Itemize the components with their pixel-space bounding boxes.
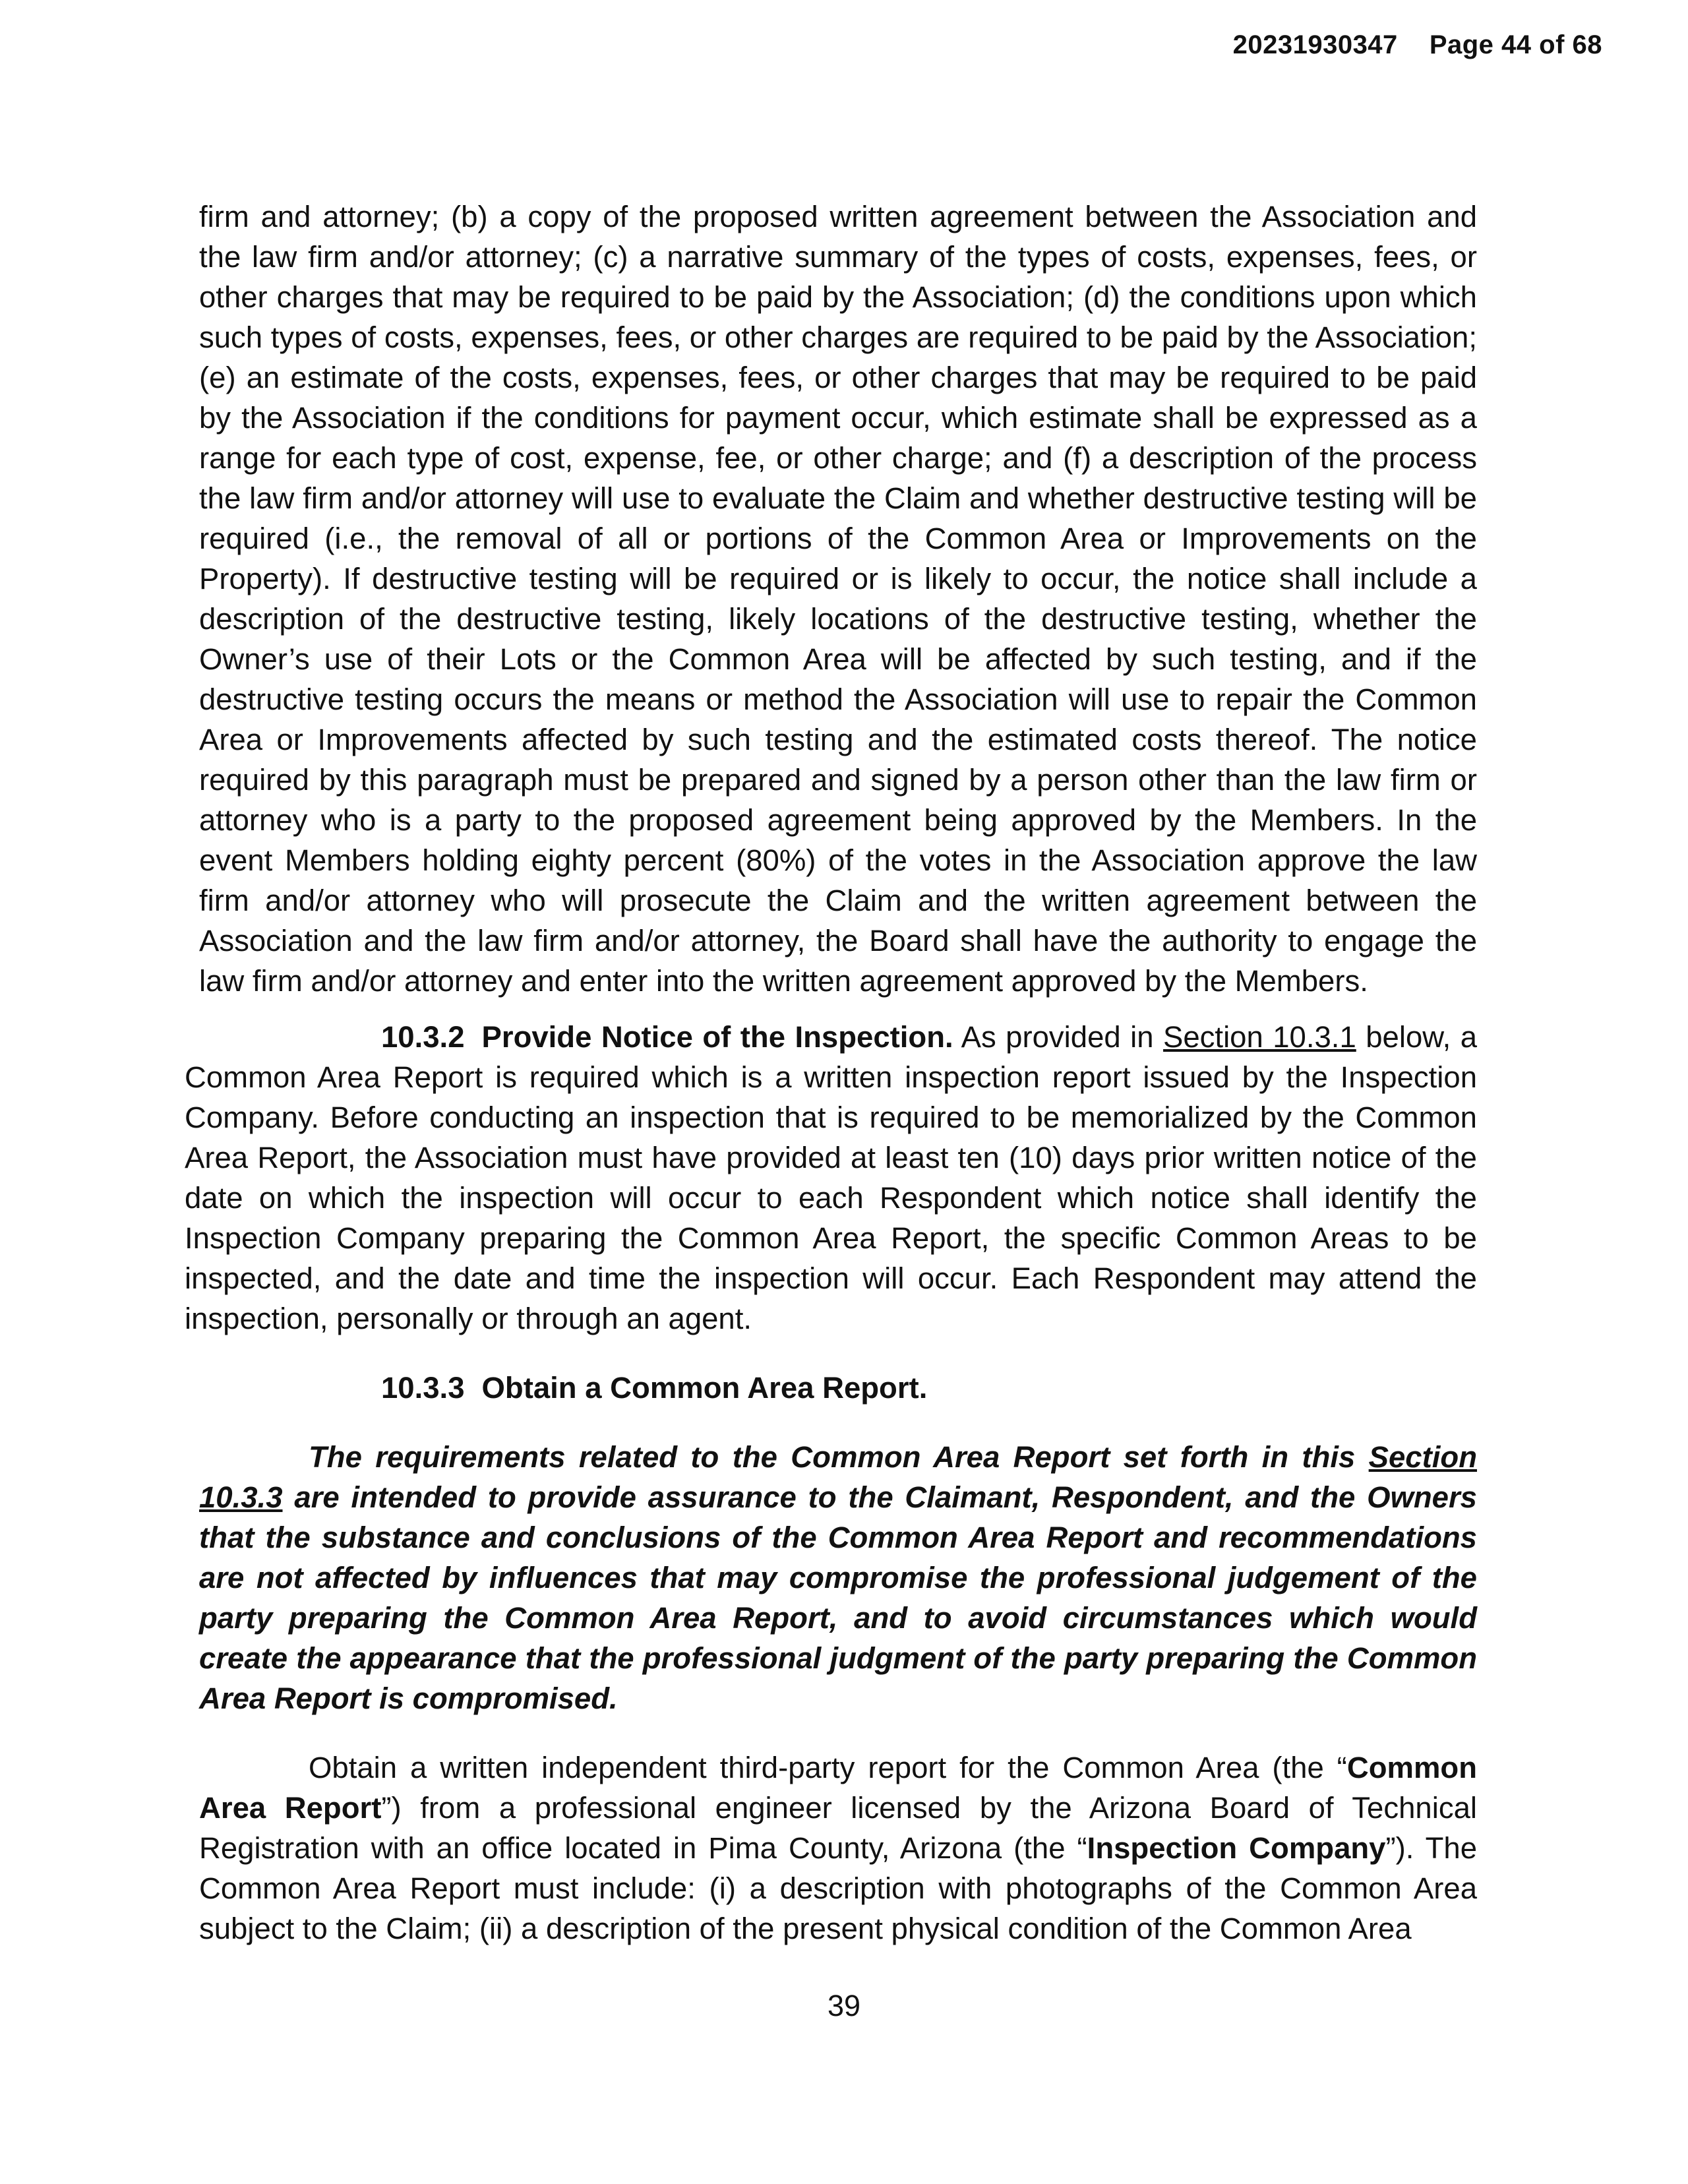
section-title: Provide Notice of the Inspection. — [481, 1020, 953, 1054]
defined-term-common-area-report: Common Area Report — [199, 1751, 1477, 1825]
page-indicator: Page 44 of 68 — [1429, 30, 1602, 59]
section-reference-link[interactable]: Section 10.3.1 — [1163, 1020, 1356, 1054]
paragraph-notice-contents: firm and attorney; (b) a copy of the proposed written agreement between the Association and the law firm and/or attorney; (c) a narrative summary of the types of costs, expenses, fees, or other charges that may be required to be paid by the Association; (d) the conditions upon which such types of costs, expenses, fees, or other charges are required to be paid by the Association; (e) an estimate of the costs, expenses, fees, or other charges that may be required to be paid by the Association if the conditions for payment occur, which estimate shall be expressed as a range for each type of cost, expense, fee, or other charge; and (f) a description of the process the law firm and/or attorney will use to evaluate the Claim and whether destructive testing will be required (i.e., the removal of all or portions of the Common Area or Improvements on the Property). If destructive testing will be required or is likely to occur, the notice shall include a description of the destructive testing, likely locations of the destructive testing, whether the Owner’s use of their Lots or the Common Area will be affected by such testing, and if the destructive testing occurs the means or method the Association will use to repair the Common Area or Improvements affected by such testing and the estimated costs thereof. The notice required by this paragraph must be prepared and signed by a person other than the law firm or attorney who is a party to the proposed agreement being approved by the Members. In the event Members holding eighty percent (80%) of the votes in the Association approve the law firm and/or attorney who will prosecute the Claim and the written agreement between the Association and the law firm and/or attorney, the Board shall have the authority to engage the law firm and/or attorney and enter into the written agreement approved by the Members. — [199, 200, 1477, 998]
section-title: Obtain a Common Area Report. — [481, 1371, 928, 1405]
section-number: 10.3.3 — [381, 1371, 465, 1405]
paragraph-obtain-report — [185, 1747, 1477, 1949]
section-reference-link[interactable]: Section 10.3.3 — [199, 1440, 1477, 1514]
emphasis-text-a: The requirements related to the Common Area Report set forth in this — [309, 1440, 1369, 1474]
section-text-a: As provided in — [953, 1020, 1164, 1054]
emphasis-text-b: are intended to provide assurance to the Claimant, Respondent, and the Owners that the substance and conclusions of the Common Area Report and recommendations are not affected by influences that may compromise the professional judgement of the party preparing the Common Area Report, and to avoid circumstances which would create the appearance that the professional judgment of the party preparing the Common Area Report is compromised. — [199, 1480, 1477, 1715]
obtain-text-c: ”). The Common Area Report must include: (i) a description with photographs of the Common Area subject to the Claim; (ii) a description of the present physical condition of the Common Area — [199, 1831, 1478, 1945]
obtain-text-a: Obtain a written independent third-party report for the Common Area (the “ — [309, 1751, 1347, 1784]
section-10-3-3-heading — [185, 1368, 1477, 1408]
document-body — [185, 197, 1477, 1949]
page-header — [1233, 30, 1602, 60]
defined-term-inspection-company: Inspection Company — [1087, 1831, 1386, 1865]
section-number: 10.3.2 — [381, 1020, 465, 1054]
section-text-b: below, a Common Area Report is required which is a written inspection report issued by the Inspection Company. Before conducting an inspection that is required to be memorialized by the Common Area Report, the Association must have provided at least ten (10) days prior written notice of the date on which the inspection will occur to each Respondent which notice shall identify the Inspection Company preparing the Common Area Report, the specific Common Areas to be inspected, and the date and time the inspection will occur. Each Respondent may attend the inspection, personally or through an agent. — [185, 1020, 1477, 1335]
page-number: 39 — [827, 1989, 861, 2022]
document-number: 20231930347 — [1232, 30, 1398, 59]
obtain-text-b: ”) from a professional engineer licensed by the Arizona Board of Technical Registration with an office located in Pima County, Arizona (the “ — [199, 1791, 1477, 1865]
emphasis-paragraph — [185, 1437, 1477, 1718]
section-10-3-2 — [185, 1017, 1477, 1339]
